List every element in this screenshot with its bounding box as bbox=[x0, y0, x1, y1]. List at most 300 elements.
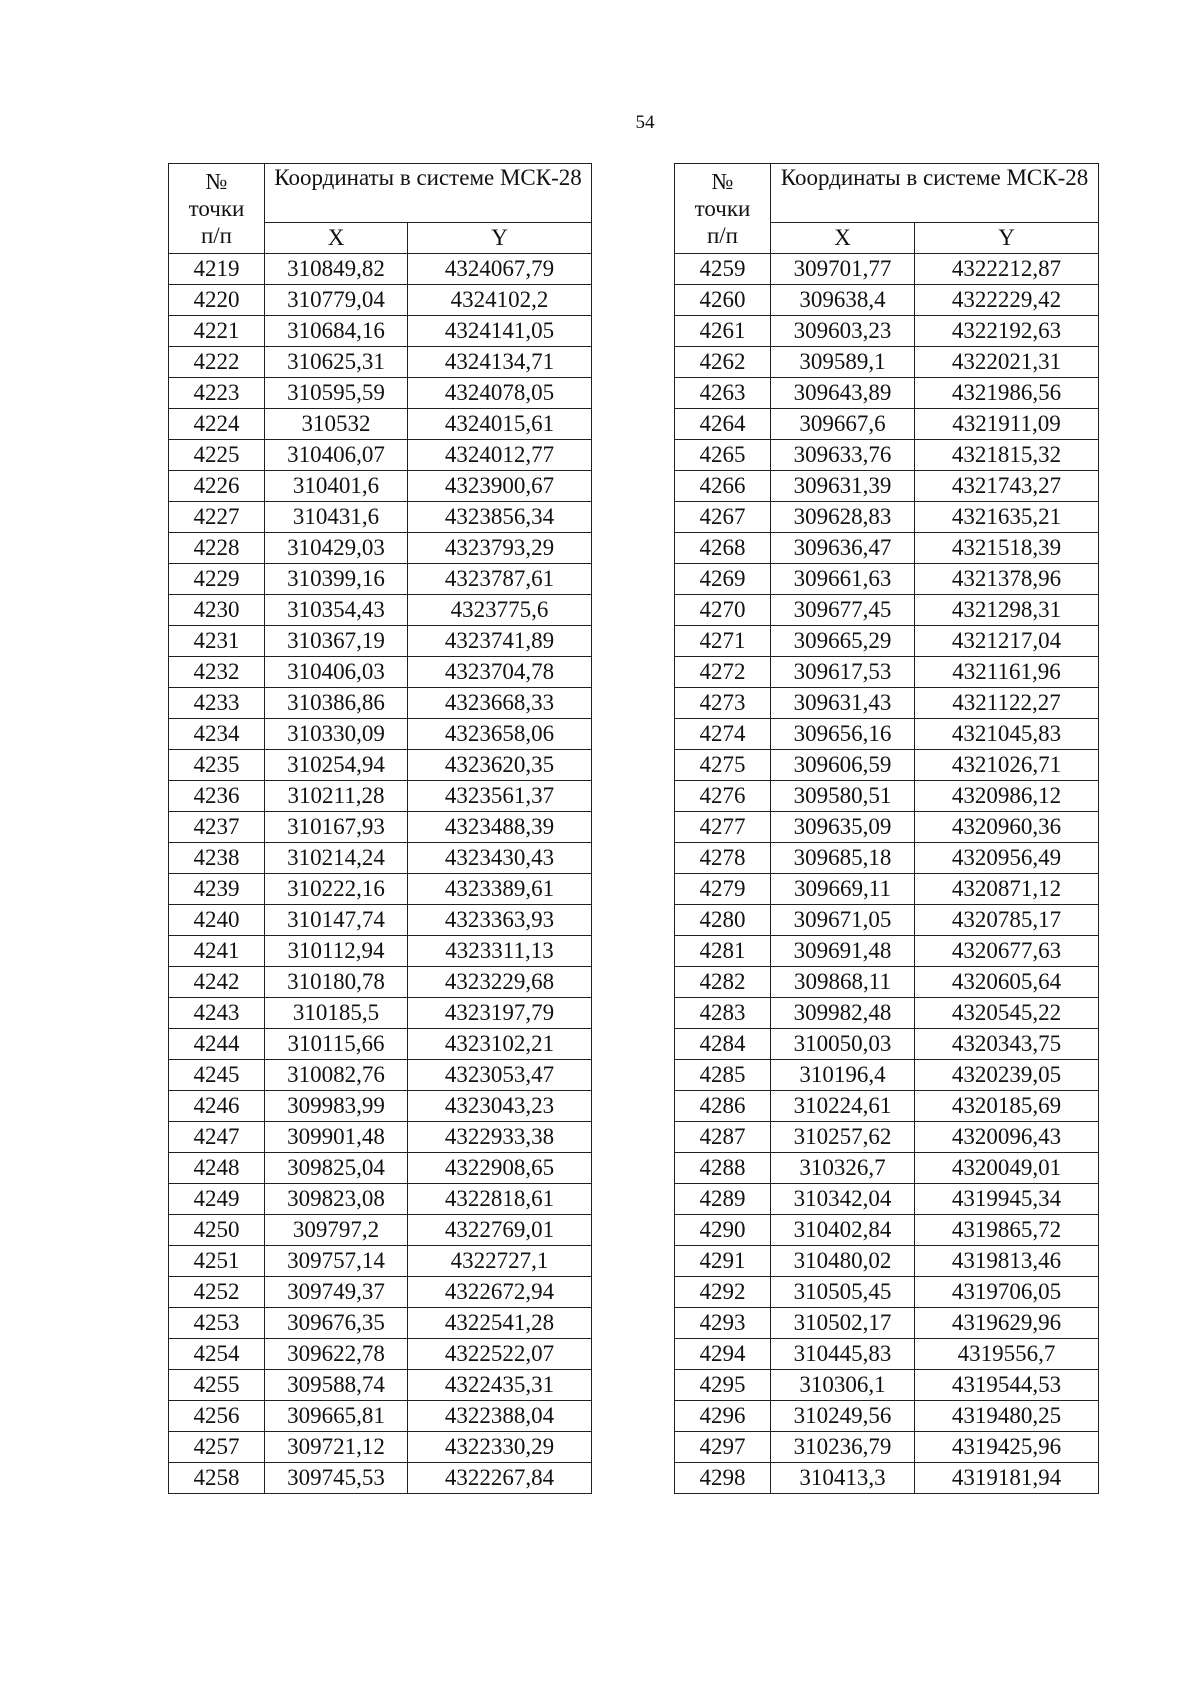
point-number-cell: 4221 bbox=[169, 316, 265, 347]
x-coordinate-cell: 309665,29 bbox=[771, 626, 915, 657]
y-coordinate-cell: 4323787,61 bbox=[408, 564, 592, 595]
x-coordinate-cell: 310214,24 bbox=[265, 843, 408, 874]
y-coordinate-cell: 4323704,78 bbox=[408, 657, 592, 688]
point-number-cell: 4289 bbox=[675, 1184, 771, 1215]
header-num-pp: п/п bbox=[200, 223, 232, 248]
x-coordinate-cell: 310224,61 bbox=[771, 1091, 915, 1122]
point-number-cell: 4266 bbox=[675, 471, 771, 502]
y-coordinate-cell: 4322818,61 bbox=[408, 1184, 592, 1215]
point-number-cell: 4224 bbox=[169, 409, 265, 440]
point-number-cell: 4293 bbox=[675, 1308, 771, 1339]
x-coordinate-cell: 310625,31 bbox=[265, 347, 408, 378]
y-coordinate-cell: 4321911,09 bbox=[915, 409, 1099, 440]
y-coordinate-cell: 4319556,7 bbox=[915, 1339, 1099, 1370]
x-coordinate-cell: 310050,03 bbox=[771, 1029, 915, 1060]
x-coordinate-cell: 309671,05 bbox=[771, 905, 915, 936]
y-coordinate-cell: 4324078,05 bbox=[408, 378, 592, 409]
x-coordinate-cell: 309983,99 bbox=[265, 1091, 408, 1122]
y-coordinate-cell: 4321217,04 bbox=[915, 626, 1099, 657]
header-num-word: точки bbox=[188, 196, 245, 221]
point-number-cell: 4278 bbox=[675, 843, 771, 874]
table-row bbox=[169, 750, 592, 781]
x-coordinate-cell: 310254,94 bbox=[265, 750, 408, 781]
table-row bbox=[169, 688, 592, 719]
table-row bbox=[675, 440, 1099, 471]
point-number-cell: 4222 bbox=[169, 347, 265, 378]
y-coordinate-cell: 4321045,83 bbox=[915, 719, 1099, 750]
x-coordinate-cell: 309603,23 bbox=[771, 316, 915, 347]
point-number-cell: 4232 bbox=[169, 657, 265, 688]
x-coordinate-cell: 310147,74 bbox=[265, 905, 408, 936]
table-row bbox=[675, 533, 1099, 564]
point-number-cell: 4294 bbox=[675, 1339, 771, 1370]
x-coordinate-cell: 310180,78 bbox=[265, 967, 408, 998]
y-coordinate-cell: 4322727,1 bbox=[408, 1246, 592, 1277]
x-coordinate-cell: 309628,83 bbox=[771, 502, 915, 533]
point-number-cell: 4271 bbox=[675, 626, 771, 657]
x-coordinate-cell: 309868,11 bbox=[771, 967, 915, 998]
x-coordinate-cell: 309580,51 bbox=[771, 781, 915, 812]
point-number-cell: 4259 bbox=[675, 254, 771, 285]
x-coordinate-cell: 309982,48 bbox=[771, 998, 915, 1029]
x-coordinate-cell: 309589,1 bbox=[771, 347, 915, 378]
y-coordinate-cell: 4320871,12 bbox=[915, 874, 1099, 905]
x-coordinate-cell: 309757,14 bbox=[265, 1246, 408, 1277]
table-row bbox=[675, 1370, 1099, 1401]
point-number-cell: 4258 bbox=[169, 1463, 265, 1494]
x-coordinate-cell: 309685,18 bbox=[771, 843, 915, 874]
x-coordinate-cell: 309823,08 bbox=[265, 1184, 408, 1215]
point-number-cell: 4288 bbox=[675, 1153, 771, 1184]
table-row bbox=[169, 1370, 592, 1401]
point-number-cell: 4255 bbox=[169, 1370, 265, 1401]
x-coordinate-cell: 309665,81 bbox=[265, 1401, 408, 1432]
table-row bbox=[169, 1339, 592, 1370]
y-coordinate-cell: 4319480,25 bbox=[915, 1401, 1099, 1432]
y-coordinate-cell: 4324134,71 bbox=[408, 347, 592, 378]
x-coordinate-cell: 310236,79 bbox=[771, 1432, 915, 1463]
point-number-cell: 4230 bbox=[169, 595, 265, 626]
y-coordinate-cell: 4324012,77 bbox=[408, 440, 592, 471]
coordinates-header: Координаты в системе МСК-28 bbox=[771, 164, 1099, 223]
point-number-cell: 4225 bbox=[169, 440, 265, 471]
table-row bbox=[675, 1463, 1099, 1494]
x-coordinate-cell: 310849,82 bbox=[265, 254, 408, 285]
x-coordinate-cell: 309721,12 bbox=[265, 1432, 408, 1463]
header-num-symbol: № bbox=[711, 169, 734, 194]
point-number-cell: 4261 bbox=[675, 316, 771, 347]
table-row bbox=[675, 874, 1099, 905]
x-coordinate-cell: 310401,6 bbox=[265, 471, 408, 502]
table-row bbox=[169, 1401, 592, 1432]
y-coordinate-cell: 4322908,65 bbox=[408, 1153, 592, 1184]
point-number-cell: 4280 bbox=[675, 905, 771, 936]
table-row bbox=[169, 1153, 592, 1184]
x-coordinate-cell: 310115,66 bbox=[265, 1029, 408, 1060]
table-row bbox=[169, 409, 592, 440]
x-coordinate-cell: 309701,77 bbox=[771, 254, 915, 285]
table-row bbox=[675, 347, 1099, 378]
y-coordinate-cell: 4321635,21 bbox=[915, 502, 1099, 533]
point-number-cell: 4276 bbox=[675, 781, 771, 812]
x-coordinate-cell: 310112,94 bbox=[265, 936, 408, 967]
table-row bbox=[169, 1091, 592, 1122]
table-row bbox=[675, 812, 1099, 843]
table-row bbox=[169, 781, 592, 812]
point-number-cell: 4254 bbox=[169, 1339, 265, 1370]
x-coordinate-cell: 309797,2 bbox=[265, 1215, 408, 1246]
table-row bbox=[169, 905, 592, 936]
table-row bbox=[169, 1184, 592, 1215]
x-coordinate-cell: 310502,17 bbox=[771, 1308, 915, 1339]
point-number-cell: 4257 bbox=[169, 1432, 265, 1463]
point-number-cell: 4227 bbox=[169, 502, 265, 533]
point-number-cell: 4219 bbox=[169, 254, 265, 285]
table-row bbox=[675, 1401, 1099, 1432]
table-row bbox=[169, 1277, 592, 1308]
y-coordinate-cell: 4320605,64 bbox=[915, 967, 1099, 998]
table-row bbox=[169, 285, 592, 316]
table-row bbox=[675, 936, 1099, 967]
table-row bbox=[169, 1463, 592, 1494]
table-row bbox=[675, 316, 1099, 347]
y-coordinate-cell: 4322388,04 bbox=[408, 1401, 592, 1432]
y-coordinate-cell: 4323561,37 bbox=[408, 781, 592, 812]
point-number-cell: 4287 bbox=[675, 1122, 771, 1153]
point-number-cell: 4269 bbox=[675, 564, 771, 595]
point-number-cell: 4285 bbox=[675, 1060, 771, 1091]
x-coordinate-cell: 309677,45 bbox=[771, 595, 915, 626]
table-row bbox=[169, 440, 592, 471]
table-row bbox=[675, 905, 1099, 936]
table-row bbox=[675, 750, 1099, 781]
y-coordinate-cell: 4321161,96 bbox=[915, 657, 1099, 688]
x-coordinate-cell: 310330,09 bbox=[265, 719, 408, 750]
x-coordinate-cell: 309749,37 bbox=[265, 1277, 408, 1308]
point-number-cell: 4241 bbox=[169, 936, 265, 967]
x-coordinate-cell: 309676,35 bbox=[265, 1308, 408, 1339]
point-number-header bbox=[675, 164, 771, 254]
point-number-cell: 4250 bbox=[169, 1215, 265, 1246]
table-row bbox=[169, 626, 592, 657]
x-coordinate-cell: 310386,86 bbox=[265, 688, 408, 719]
point-number-cell: 4272 bbox=[675, 657, 771, 688]
y-coordinate-cell: 4323053,47 bbox=[408, 1060, 592, 1091]
y-coordinate-cell: 4323102,21 bbox=[408, 1029, 592, 1060]
x-coordinate-cell: 310684,16 bbox=[265, 316, 408, 347]
x-coordinate-cell: 310399,16 bbox=[265, 564, 408, 595]
table-row bbox=[169, 1432, 592, 1463]
x-coordinate-cell: 310082,76 bbox=[265, 1060, 408, 1091]
x-coordinate-cell: 309825,04 bbox=[265, 1153, 408, 1184]
y-column-header: Y bbox=[915, 223, 1099, 254]
y-coordinate-cell: 4323668,33 bbox=[408, 688, 592, 719]
x-coordinate-cell: 310406,03 bbox=[265, 657, 408, 688]
point-number-cell: 4228 bbox=[169, 533, 265, 564]
point-number-cell: 4297 bbox=[675, 1432, 771, 1463]
point-number-cell: 4249 bbox=[169, 1184, 265, 1215]
table-row bbox=[169, 254, 592, 285]
table-row bbox=[169, 471, 592, 502]
point-number-cell: 4292 bbox=[675, 1277, 771, 1308]
x-coordinate-cell: 310402,84 bbox=[771, 1215, 915, 1246]
table-row bbox=[675, 1091, 1099, 1122]
x-coordinate-cell: 310480,02 bbox=[771, 1246, 915, 1277]
y-coordinate-cell: 4323793,29 bbox=[408, 533, 592, 564]
x-coordinate-cell: 310257,62 bbox=[771, 1122, 915, 1153]
x-coordinate-cell: 309638,4 bbox=[771, 285, 915, 316]
x-coordinate-cell: 310167,93 bbox=[265, 812, 408, 843]
coordinates-table-right bbox=[674, 163, 1099, 1494]
y-coordinate-cell: 4323900,67 bbox=[408, 471, 592, 502]
y-coordinate-cell: 4321815,32 bbox=[915, 440, 1099, 471]
x-coordinate-cell: 309656,16 bbox=[771, 719, 915, 750]
table-row bbox=[675, 781, 1099, 812]
header-num-pp: п/п bbox=[706, 223, 738, 248]
table-row bbox=[169, 1246, 592, 1277]
point-number-cell: 4279 bbox=[675, 874, 771, 905]
coordinates-header: Координаты в системе МСК-28 bbox=[265, 164, 592, 223]
table-row bbox=[675, 719, 1099, 750]
point-number-cell: 4243 bbox=[169, 998, 265, 1029]
y-coordinate-cell: 4322769,01 bbox=[408, 1215, 592, 1246]
point-number-cell: 4273 bbox=[675, 688, 771, 719]
y-coordinate-cell: 4322021,31 bbox=[915, 347, 1099, 378]
table-row bbox=[169, 347, 592, 378]
y-coordinate-cell: 4323488,39 bbox=[408, 812, 592, 843]
point-number-cell: 4248 bbox=[169, 1153, 265, 1184]
point-number-cell: 4231 bbox=[169, 626, 265, 657]
point-number-cell: 4286 bbox=[675, 1091, 771, 1122]
x-coordinate-cell: 310196,4 bbox=[771, 1060, 915, 1091]
point-number-cell: 4237 bbox=[169, 812, 265, 843]
table-row bbox=[675, 1060, 1099, 1091]
point-number-cell: 4234 bbox=[169, 719, 265, 750]
point-number-cell: 4291 bbox=[675, 1246, 771, 1277]
y-coordinate-cell: 4322933,38 bbox=[408, 1122, 592, 1153]
point-number-cell: 4238 bbox=[169, 843, 265, 874]
y-coordinate-cell: 4322541,28 bbox=[408, 1308, 592, 1339]
table-row bbox=[675, 657, 1099, 688]
y-coordinate-cell: 4320677,63 bbox=[915, 936, 1099, 967]
table-row bbox=[675, 502, 1099, 533]
x-coordinate-cell: 309606,59 bbox=[771, 750, 915, 781]
y-coordinate-cell: 4320096,43 bbox=[915, 1122, 1099, 1153]
y-coordinate-cell: 4323620,35 bbox=[408, 750, 592, 781]
table-row bbox=[169, 564, 592, 595]
y-coordinate-cell: 4319629,96 bbox=[915, 1308, 1099, 1339]
y-coordinate-cell: 4320185,69 bbox=[915, 1091, 1099, 1122]
x-coordinate-cell: 310779,04 bbox=[265, 285, 408, 316]
header-num-symbol: № bbox=[205, 169, 228, 194]
y-coordinate-cell: 4320785,17 bbox=[915, 905, 1099, 936]
point-number-cell: 4267 bbox=[675, 502, 771, 533]
point-number-cell: 4246 bbox=[169, 1091, 265, 1122]
point-number-cell: 4223 bbox=[169, 378, 265, 409]
point-number-cell: 4229 bbox=[169, 564, 265, 595]
y-coordinate-cell: 4323229,68 bbox=[408, 967, 592, 998]
y-coordinate-cell: 4319181,94 bbox=[915, 1463, 1099, 1494]
x-coordinate-cell: 310211,28 bbox=[265, 781, 408, 812]
y-coordinate-cell: 4323311,13 bbox=[408, 936, 592, 967]
point-number-cell: 4253 bbox=[169, 1308, 265, 1339]
table-row bbox=[675, 626, 1099, 657]
y-coordinate-cell: 4319813,46 bbox=[915, 1246, 1099, 1277]
point-number-cell: 4284 bbox=[675, 1029, 771, 1060]
table-row bbox=[169, 1029, 592, 1060]
y-coordinate-cell: 4320239,05 bbox=[915, 1060, 1099, 1091]
y-coordinate-cell: 4323197,79 bbox=[408, 998, 592, 1029]
y-coordinate-cell: 4323658,06 bbox=[408, 719, 592, 750]
table-row bbox=[675, 285, 1099, 316]
point-number-cell: 4277 bbox=[675, 812, 771, 843]
point-number-cell: 4220 bbox=[169, 285, 265, 316]
y-coordinate-cell: 4319706,05 bbox=[915, 1277, 1099, 1308]
x-coordinate-cell: 310306,1 bbox=[771, 1370, 915, 1401]
table-row bbox=[169, 936, 592, 967]
y-coordinate-cell: 4321518,39 bbox=[915, 533, 1099, 564]
x-coordinate-cell: 310185,5 bbox=[265, 998, 408, 1029]
table-row bbox=[675, 1184, 1099, 1215]
y-coordinate-cell: 4320343,75 bbox=[915, 1029, 1099, 1060]
y-column-header: Y bbox=[408, 223, 592, 254]
y-coordinate-cell: 4321122,27 bbox=[915, 688, 1099, 719]
x-coordinate-cell: 310532 bbox=[265, 409, 408, 440]
point-number-cell: 4233 bbox=[169, 688, 265, 719]
table-row bbox=[675, 688, 1099, 719]
table-row bbox=[675, 1432, 1099, 1463]
coordinates-table-left bbox=[168, 163, 592, 1494]
x-coordinate-cell: 309631,39 bbox=[771, 471, 915, 502]
table-row bbox=[169, 719, 592, 750]
table-row bbox=[675, 1308, 1099, 1339]
y-coordinate-cell: 4321743,27 bbox=[915, 471, 1099, 502]
x-coordinate-cell: 310326,7 bbox=[771, 1153, 915, 1184]
table-row bbox=[169, 378, 592, 409]
x-coordinate-cell: 309691,48 bbox=[771, 936, 915, 967]
y-coordinate-cell: 4320960,36 bbox=[915, 812, 1099, 843]
x-coordinate-cell: 309633,76 bbox=[771, 440, 915, 471]
point-number-cell: 4245 bbox=[169, 1060, 265, 1091]
point-number-cell: 4298 bbox=[675, 1463, 771, 1494]
x-coordinate-cell: 309643,89 bbox=[771, 378, 915, 409]
table-row bbox=[169, 1060, 592, 1091]
point-number-cell: 4235 bbox=[169, 750, 265, 781]
y-coordinate-cell: 4319865,72 bbox=[915, 1215, 1099, 1246]
x-coordinate-cell: 310445,83 bbox=[771, 1339, 915, 1370]
y-coordinate-cell: 4322672,94 bbox=[408, 1277, 592, 1308]
y-coordinate-cell: 4319425,96 bbox=[915, 1432, 1099, 1463]
x-coordinate-cell: 310222,16 bbox=[265, 874, 408, 905]
point-number-cell: 4274 bbox=[675, 719, 771, 750]
point-number-cell: 4295 bbox=[675, 1370, 771, 1401]
y-coordinate-cell: 4324141,05 bbox=[408, 316, 592, 347]
x-coordinate-cell: 309636,47 bbox=[771, 533, 915, 564]
x-coordinate-cell: 309631,43 bbox=[771, 688, 915, 719]
y-coordinate-cell: 4320049,01 bbox=[915, 1153, 1099, 1184]
table-row bbox=[675, 595, 1099, 626]
y-coordinate-cell: 4322522,07 bbox=[408, 1339, 592, 1370]
point-number-cell: 4240 bbox=[169, 905, 265, 936]
point-number-cell: 4256 bbox=[169, 1401, 265, 1432]
point-number-cell: 4260 bbox=[675, 285, 771, 316]
x-coordinate-cell: 309661,63 bbox=[771, 564, 915, 595]
table-row bbox=[169, 316, 592, 347]
header-num-word: точки bbox=[694, 196, 751, 221]
y-coordinate-cell: 4323856,34 bbox=[408, 502, 592, 533]
point-number-cell: 4283 bbox=[675, 998, 771, 1029]
point-number-cell: 4247 bbox=[169, 1122, 265, 1153]
table-row bbox=[675, 998, 1099, 1029]
y-coordinate-cell: 4323430,43 bbox=[408, 843, 592, 874]
x-coordinate-cell: 310249,56 bbox=[771, 1401, 915, 1432]
y-coordinate-cell: 4320986,12 bbox=[915, 781, 1099, 812]
y-coordinate-cell: 4323363,93 bbox=[408, 905, 592, 936]
point-number-cell: 4290 bbox=[675, 1215, 771, 1246]
y-coordinate-cell: 4322435,31 bbox=[408, 1370, 592, 1401]
table-row bbox=[675, 1339, 1099, 1370]
point-number-cell: 4281 bbox=[675, 936, 771, 967]
y-coordinate-cell: 4324015,61 bbox=[408, 409, 592, 440]
table-row bbox=[169, 843, 592, 874]
x-coordinate-cell: 309588,74 bbox=[265, 1370, 408, 1401]
table-row bbox=[675, 1029, 1099, 1060]
x-column-header: X bbox=[771, 223, 915, 254]
y-coordinate-cell: 4321026,71 bbox=[915, 750, 1099, 781]
y-coordinate-cell: 4322229,42 bbox=[915, 285, 1099, 316]
y-coordinate-cell: 4322267,84 bbox=[408, 1463, 592, 1494]
y-coordinate-cell: 4324067,79 bbox=[408, 254, 592, 285]
x-coordinate-cell: 309669,11 bbox=[771, 874, 915, 905]
point-number-cell: 4262 bbox=[675, 347, 771, 378]
table-row bbox=[169, 502, 592, 533]
x-coordinate-cell: 310342,04 bbox=[771, 1184, 915, 1215]
x-coordinate-cell: 309745,53 bbox=[265, 1463, 408, 1494]
y-coordinate-cell: 4322192,63 bbox=[915, 316, 1099, 347]
point-number-cell: 4242 bbox=[169, 967, 265, 998]
x-column-header: X bbox=[265, 223, 408, 254]
table-row bbox=[169, 533, 592, 564]
y-coordinate-cell: 4320956,49 bbox=[915, 843, 1099, 874]
point-number-cell: 4239 bbox=[169, 874, 265, 905]
y-coordinate-cell: 4321298,31 bbox=[915, 595, 1099, 626]
x-coordinate-cell: 309617,53 bbox=[771, 657, 915, 688]
table-row bbox=[675, 1277, 1099, 1308]
point-number-cell: 4264 bbox=[675, 409, 771, 440]
table-row bbox=[169, 967, 592, 998]
y-coordinate-cell: 4322212,87 bbox=[915, 254, 1099, 285]
table-row bbox=[675, 254, 1099, 285]
x-coordinate-cell: 310406,07 bbox=[265, 440, 408, 471]
y-coordinate-cell: 4322330,29 bbox=[408, 1432, 592, 1463]
point-number-cell: 4251 bbox=[169, 1246, 265, 1277]
point-number-cell: 4226 bbox=[169, 471, 265, 502]
x-coordinate-cell: 310505,45 bbox=[771, 1277, 915, 1308]
table-row bbox=[675, 967, 1099, 998]
table-row bbox=[169, 998, 592, 1029]
table-row bbox=[675, 1153, 1099, 1184]
x-coordinate-cell: 310429,03 bbox=[265, 533, 408, 564]
table-row bbox=[675, 564, 1099, 595]
y-coordinate-cell: 4323043,23 bbox=[408, 1091, 592, 1122]
x-coordinate-cell: 309622,78 bbox=[265, 1339, 408, 1370]
x-coordinate-cell: 309901,48 bbox=[265, 1122, 408, 1153]
y-coordinate-cell: 4319544,53 bbox=[915, 1370, 1099, 1401]
table-row bbox=[169, 595, 592, 626]
table-row bbox=[675, 1215, 1099, 1246]
x-coordinate-cell: 310595,59 bbox=[265, 378, 408, 409]
point-number-cell: 4244 bbox=[169, 1029, 265, 1060]
